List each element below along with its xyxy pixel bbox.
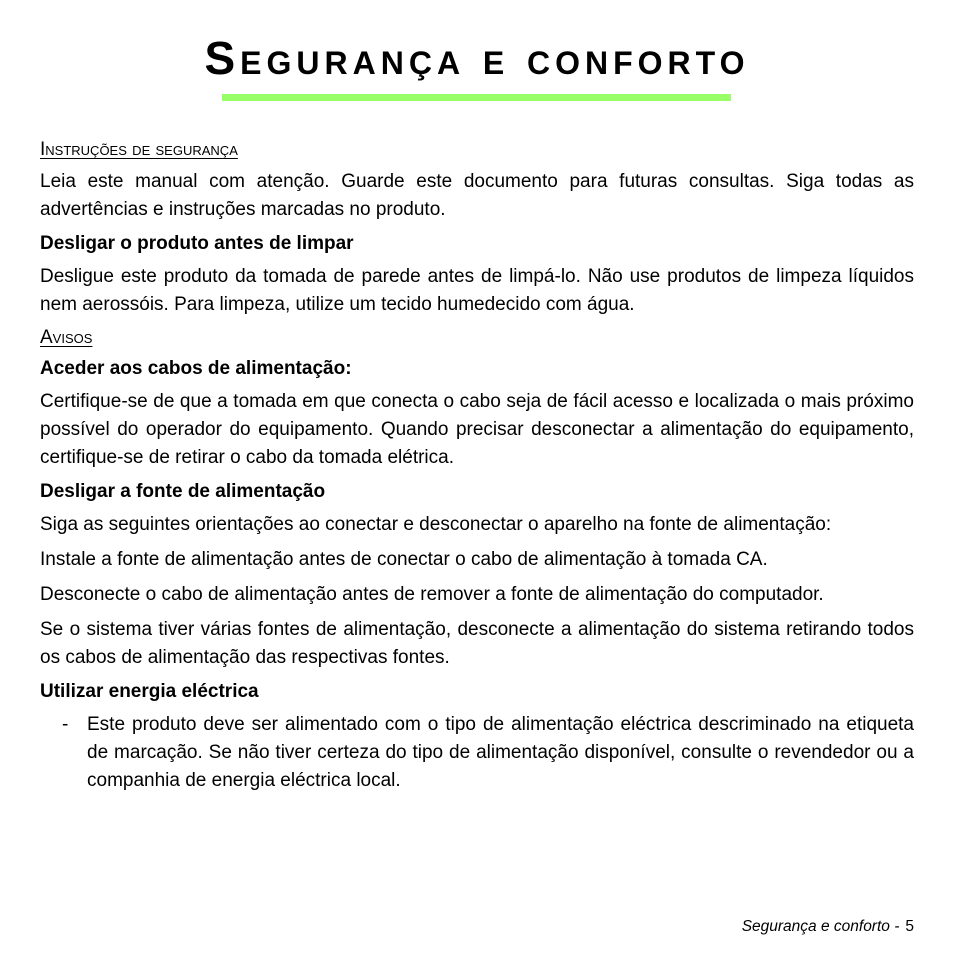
title-accent-bar (222, 94, 731, 101)
subheading-use-electrical-power: Utilizar energia eléctrica (40, 681, 259, 702)
subheading-power-cable-access: Aceder aos cabos de alimentação: (40, 358, 352, 379)
page-title: Segurança e conforto (204, 32, 750, 84)
safety-intro: Leia este manual com atenção. Guarde este documento para futuras consultas. Siga todas as advertências e instruções marcadas no produto. (40, 171, 914, 220)
footer-label: Segurança e conforto - (741, 918, 900, 935)
section-heading-safety: Instruções de segurança (40, 139, 238, 160)
page-number: 5 (905, 918, 914, 935)
power-cable-access-text: Certifique-se de que a tomada em que conecta o cabo seja de fácil acesso e localizada o mais próximo possível do operador do equipamento. Quando precisar desconectar a alimentação do equipamento, certifique-se de retirar o cabo da tomada elétrica. (40, 391, 914, 468)
page-footer (742, 917, 914, 937)
section-heading-warnings: Avisos (40, 327, 93, 348)
bullet-dash: - (62, 714, 69, 735)
unplug-before-cleaning-text: Desligue este produto da tomada de parede antes de limpá-lo. Não use produtos de limpeza líquidos nem aerossóis. Para limpeza, utilize um tecido humedecido com água. (40, 266, 914, 315)
disconnect-power-text-4: Se o sistema tiver várias fontes de alimentação, desconecte a alimentação do sistema retirando todos os cabos de alimentação das respectivas fontes. (40, 619, 914, 668)
subheading-unplug-before-cleaning: Desligar o produto antes de limpar (40, 233, 354, 254)
disconnect-power-text-3: Desconecte o cabo de alimentação antes de remover a fonte de alimentação do computador. (40, 584, 824, 605)
list-item (40, 711, 914, 795)
page-content (40, 138, 914, 802)
bullet-text: Este produto deve ser alimentado com o tipo de alimentação eléctrica descriminado na etiqueta de marcação. Se não tiver certeza do tipo de alimentação disponível, consulte o revendedor ou a companhia de energia eléctrica local. (87, 714, 914, 791)
subheading-disconnect-power-source: Desligar a fonte de alimentação (40, 481, 326, 502)
disconnect-power-text-2: Instale a fonte de alimentação antes de conectar o cabo de alimentação à tomada CA. (40, 549, 768, 570)
disconnect-power-text-1: Siga as seguintes orientações ao conectar e desconectar o aparelho na fonte de alimentação: (40, 514, 832, 535)
